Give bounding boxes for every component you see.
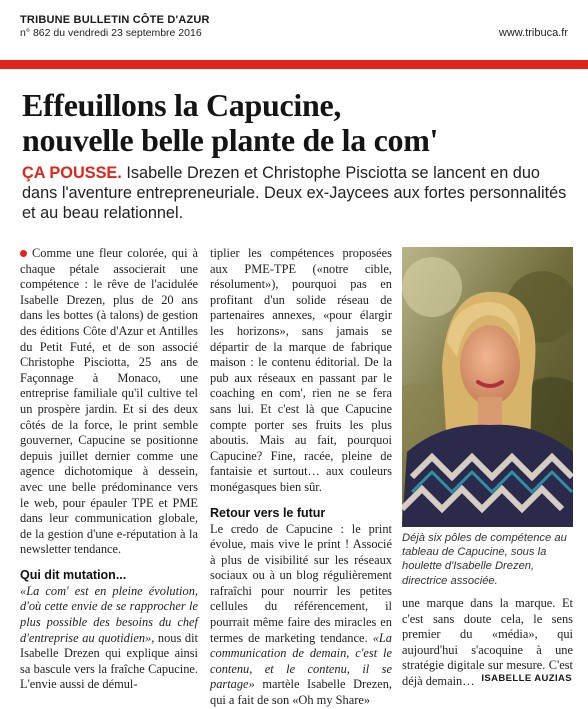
portrait-photo — [402, 247, 573, 527]
lead-text: Comme une fleur colorée, qui à chaque pétale associerait une compétence : le rêve de l'acidulée Isabelle Drezen, plus de 20 ans dans les bottes (à talons) de gestion des éditions Côte d'Azur et Antilles du Petit Futé, et de son associé Christophe Pisciotta, 25 ans de Façonnage à Monaco, une entreprise familiale qu'il cultive tel un prospère jardin. Et si des deux côtés de la force, le print semble gouverner, Capucine se positionne depuis juillet dernier comme une agence dichotomique à dessein, avec une belle prédominance vers le web, pour épauler TPE et PME dans leur communication globale, de la gestion d'une e-réputation à la newsletter tendance. — [20, 246, 198, 557]
paragraph — [20, 584, 198, 693]
paragraph: tiplier les compétences proposées aux PME-TPE («notre cible, résolument»), pourquoi pas en profitant d'un solide réseau de partenaires annexes, «pour élargir les horizons», sans jamais se départir de la marque de fabrique maison : le contenu éditorial. De la pub aux réseaux en passant par le coaching en com', rien ne se fera sans lui. Et c'est là que Capucine compte porter ses fruits les plus aboutis. Mais au fait, pourquoi Capucine? Fine, racée, pleine de fantaisie et surtout… aux couleurs monégasques bien sûr. — [210, 246, 392, 494]
title-line-1: Effeuillons la Capucine, — [22, 87, 342, 123]
paragraph-text: , nous dit Isabelle Drezen qui explique ainsi sa bascule vers la fraîche Capucine. L'envie aussi de démul- — [20, 630, 198, 692]
column-1 — [20, 246, 198, 693]
website-link[interactable]: www.tribuca.fr — [498, 27, 568, 39]
article-dek — [22, 163, 577, 223]
issue-date: n° 862 du vendredi 23 septembre 2016 — [20, 27, 202, 39]
lead-paragraph — [20, 246, 198, 558]
subheading-retour: Retour vers le futur — [210, 505, 326, 520]
paragraph-text: Le credo de Capucine : le print évolue, mais vive le print ! Associé à plus de visibilité sur les réseaux sociaux ou à un blog régulièrement rafraîchi pour nourrir les petites cellules du référencement, il pourrait même faire des miracles en termes de marketing tendance. — [210, 521, 392, 645]
publication-name: TRIBUNE BULLETIN CÔTE D'AZUR — [20, 14, 210, 26]
paragraph — [210, 522, 392, 709]
photo-caption: Déjà six pôles de compétence au tableau de Capucine, sous la houlette d'Isabelle Drezen, directrice associée. — [402, 532, 567, 587]
quote: «La com' est en pleine évolution, d'où cette envie de se rapprocher le plus possible des besoins du chef d'entreprise au quotidien» — [20, 583, 198, 645]
byline: ISABELLE AUZIAS — [481, 673, 572, 684]
kicker: ÇA POUSSE. — [22, 164, 122, 182]
subheading-mutation: Qui dit mutation... — [20, 567, 127, 582]
masthead — [20, 14, 280, 40]
paragraph-text: martèle Isabelle Drezen, qui a fait de son «Oh my Share» — [210, 677, 392, 708]
red-header-rule — [0, 60, 588, 69]
bullet-dot-icon — [20, 250, 27, 257]
paragraph: une marque dans la marque. Et c'est sans doute cela, le sens premier du «média», qui aujourd'hui s'acoquine à une stratégie digitale sur mesure. C'est déjà demain… — [402, 596, 573, 688]
article-title — [22, 88, 572, 158]
dek-text: Isabelle Drezen et Christophe Pisciotta se lancent en duo dans l'aventure entrepreneuriale. Deux ex-Jaycees aux fortes personnalités et au beau relationnel. — [22, 164, 567, 222]
column-2 — [210, 246, 392, 709]
title-line-2: nouvelle belle plante de la com' — [22, 122, 439, 158]
quote: «La communication de demain, c'est le contenu, et le contenu, il se partage» — [210, 630, 392, 692]
